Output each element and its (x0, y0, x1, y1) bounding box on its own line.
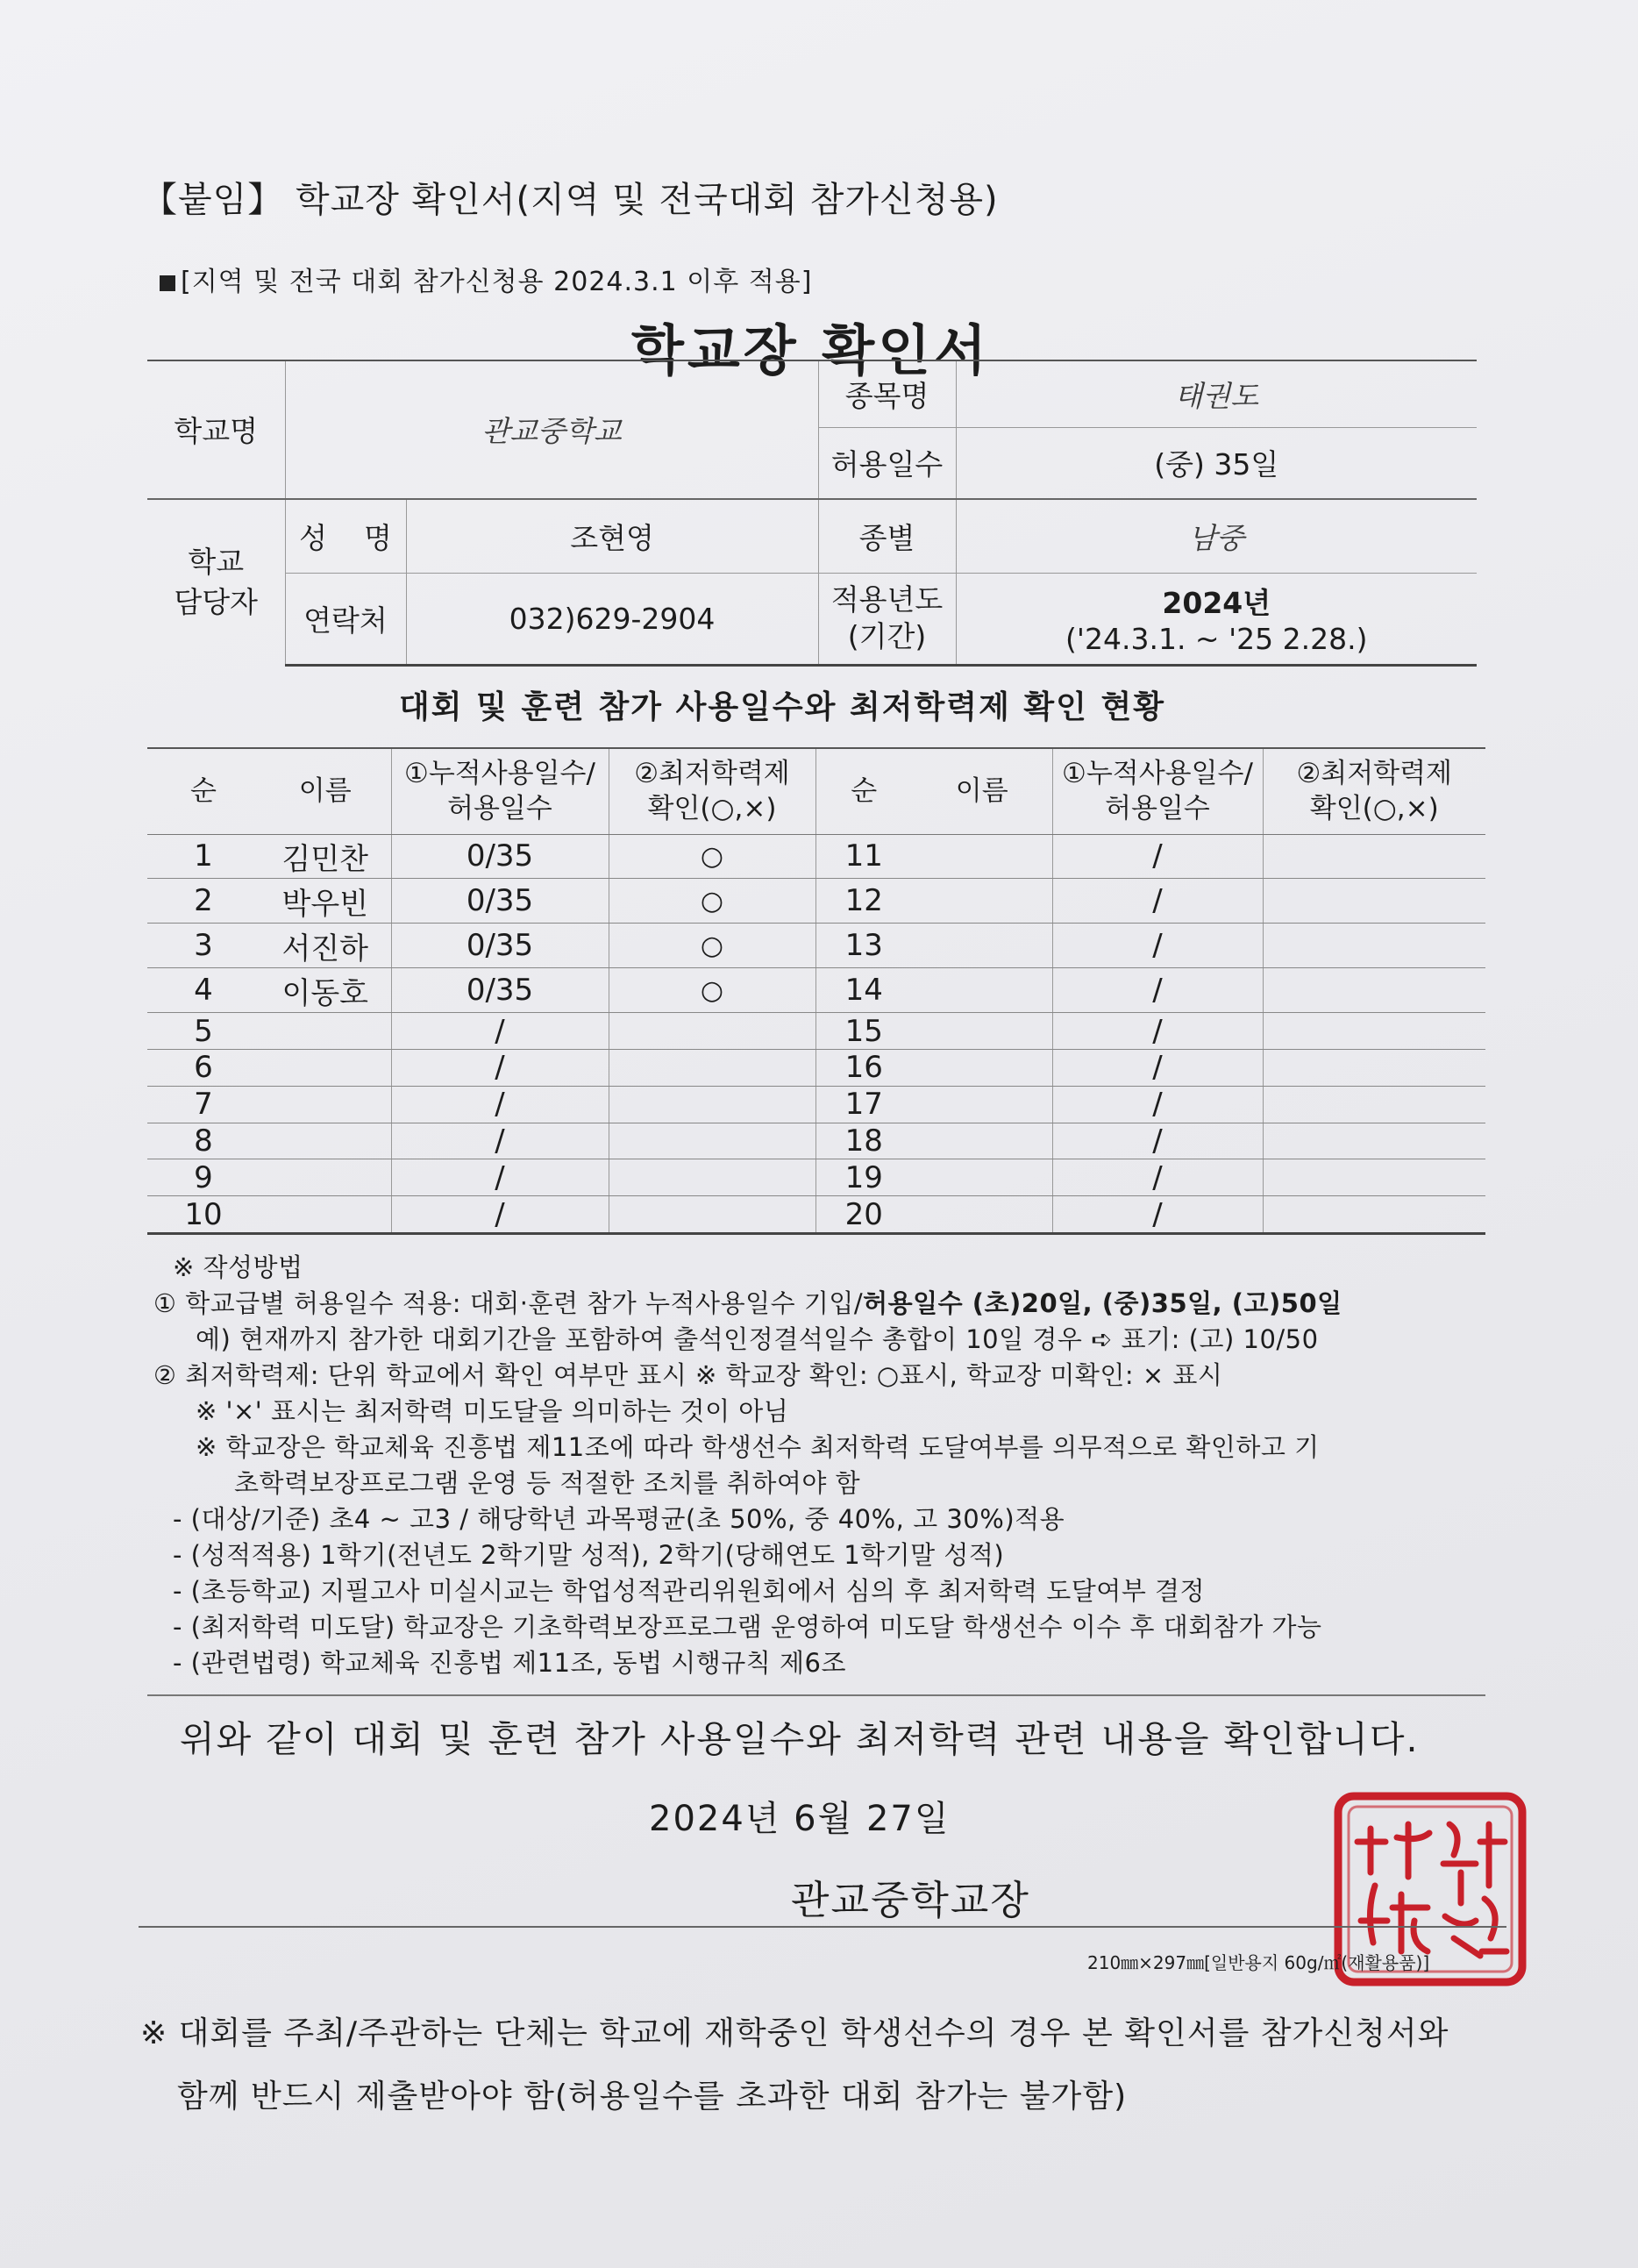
row-name (260, 1086, 391, 1123)
row-academic-check (1263, 1050, 1485, 1087)
row-academic-check (609, 1086, 815, 1123)
row-academic-check: ○ (609, 924, 815, 968)
row-no: 12 (815, 879, 912, 924)
row-academic-check: ○ (609, 834, 815, 879)
row-no: 13 (815, 924, 912, 968)
row-usage: 0/35 (391, 924, 609, 968)
allowed-days-value: (중) 35일 (956, 428, 1477, 499)
school-value: 관교중학교 (285, 360, 818, 499)
row-no: 7 (147, 1086, 260, 1123)
row-name (912, 1086, 1052, 1123)
sport-label: 종목명 (818, 360, 956, 428)
paper-spec: 210㎜×297㎜[일반용지 60g/㎡(재활용품)] (1087, 1952, 1430, 1973)
col-header-usage: ①누적사용일수/ 허용일수 (391, 748, 609, 834)
col-header-academic-2: ②최저학력제 확인(○,×) (1263, 748, 1485, 834)
row-name (912, 879, 1052, 924)
row-academic-check (1263, 1159, 1485, 1196)
note-1-bold: 허용일수 (초)20일, (중)35일, (고)50일 (863, 1288, 1342, 1318)
row-name (912, 1050, 1052, 1087)
table-row (147, 879, 1485, 924)
row-no: 1 (147, 834, 260, 879)
table-row (147, 968, 1485, 1013)
row-name (912, 834, 1052, 879)
detail-4: - (최저학력 미도달) 학교장은 기초학력보장프로그램 운영하여 미도달 학생선수 이수 후 대회참가 가능 (173, 1612, 1322, 1642)
row-academic-check (1263, 834, 1485, 879)
row-usage: / (1052, 1159, 1263, 1196)
row-name: 서진하 (260, 924, 391, 968)
row-name (912, 1123, 1052, 1159)
row-academic-check (609, 1196, 815, 1234)
row-no: 19 (815, 1159, 912, 1196)
instructions (153, 1250, 1521, 1681)
row-name (260, 1123, 391, 1159)
row-academic-check (1263, 1196, 1485, 1234)
row-usage: 0/35 (391, 879, 609, 924)
period-range: ('24.3.1. ~ '25 2.28.) (1065, 622, 1368, 657)
note-1 (153, 1286, 1521, 1322)
row-name (912, 968, 1052, 1013)
table-row (147, 834, 1485, 879)
row-usage: 0/35 (391, 834, 609, 879)
info-table (147, 360, 1477, 667)
category-value: 남중 (956, 499, 1477, 574)
row-academic-check (609, 1050, 815, 1087)
principal-signature: 관교중학교장 (791, 1877, 1030, 1923)
row-usage: / (391, 1086, 609, 1123)
table-row (147, 924, 1485, 968)
table-row (147, 1159, 1485, 1196)
note-1-example: 예) 현재까지 참가한 대회기간을 포함하여 출석인정결석일수 총합이 10일 경우 ➪ 표기: (고) 10/50 (196, 1324, 1319, 1354)
name-value: 조현영 (406, 499, 818, 574)
confirmation-statement: 위와 같이 대회 및 훈련 참가 사용일수와 최저학력 관련 내용을 확인합니다. (180, 1718, 1420, 1760)
row-academic-check: ○ (609, 879, 815, 924)
row-usage: / (1052, 1086, 1263, 1123)
row-no: 8 (147, 1123, 260, 1159)
row-academic-check (1263, 1123, 1485, 1159)
name-label: 성 명 (285, 499, 406, 574)
table-row (147, 1123, 1485, 1159)
detail-1: - (대상/기준) 초4 ~ 고3 / 해당학년 과목평균(초 50%, 중 40%, 고 30%)적용 (173, 1504, 1065, 1534)
col-header-name: 이름 (260, 748, 391, 834)
row-no: 18 (815, 1123, 912, 1159)
col-header-academic: ②최저학력제 확인(○,×) (609, 748, 815, 834)
row-usage: / (1052, 924, 1263, 968)
row-usage: / (1052, 834, 1263, 879)
row-no: 5 (147, 1013, 260, 1050)
row-no: 10 (147, 1196, 260, 1234)
manager-label: 학교 담당자 (147, 499, 285, 666)
footer-divider (139, 1926, 1506, 1928)
row-no: 4 (147, 968, 260, 1013)
note-2-b2: 초학력보장프로그램 운영 등 적절한 조치를 취하여야 함 (234, 1468, 861, 1498)
row-name (912, 1196, 1052, 1234)
row-usage: / (1052, 1196, 1263, 1234)
sub-header-text: [지역 및 전국 대회 참가신청용 2024.3.1 이후 적용] (181, 267, 813, 297)
row-name (912, 924, 1052, 968)
row-usage: / (391, 1123, 609, 1159)
row-usage: 0/35 (391, 968, 609, 1013)
period-year: 2024년 (1162, 586, 1271, 621)
detail-3: - (초등학교) 지필고사 미실시교는 학업성적관리위원회에서 심의 후 최저학력 도달여부 결정 (173, 1576, 1206, 1606)
row-academic-check (1263, 1013, 1485, 1050)
row-no: 6 (147, 1050, 260, 1087)
col-header-name-2: 이름 (912, 748, 1052, 834)
row-no: 9 (147, 1159, 260, 1196)
table-row (147, 1013, 1485, 1050)
row-academic-check (1263, 1086, 1485, 1123)
row-no: 2 (147, 879, 260, 924)
sport-value: 태권도 (956, 360, 1477, 428)
row-academic-check (609, 1159, 815, 1196)
row-usage: / (391, 1159, 609, 1196)
col-header-usage-2: ①누적사용일수/ 허용일수 (1052, 748, 1263, 834)
detail-5: - (관련법령) 학교체육 진흥법 제11조, 동법 시행규칙 제6조 (173, 1648, 846, 1678)
row-name: 이동호 (260, 968, 391, 1013)
row-no: 14 (815, 968, 912, 1013)
row-name (260, 1050, 391, 1087)
row-name: 김민찬 (260, 834, 391, 879)
col-header-no: 순 (147, 748, 260, 834)
row-academic-check (1263, 879, 1485, 924)
row-name (260, 1013, 391, 1050)
note-2-b1: ※ 학교장은 학교체육 진흥법 제11조에 따라 학생선수 최저학력 도달여부를 의무적으로 확인하고 기 (196, 1432, 1320, 1462)
col-header-no-2: 순 (815, 748, 912, 834)
notes-divider (147, 1694, 1485, 1696)
detail-2: - (성적적용) 1학기(전년도 2학기말 성적), 2학기(당해연도 1학기말 성적) (173, 1540, 1005, 1570)
notes-heading: ※ 작성방법 (173, 1252, 303, 1282)
category-label: 종별 (818, 499, 956, 574)
final-note-line-2: 함께 반드시 제출받아야 함(허용일수를 초과한 대회 참가는 불가함) (177, 2079, 1128, 2115)
row-academic-check: ○ (609, 968, 815, 1013)
table-row (147, 1050, 1485, 1087)
participants-table (147, 747, 1485, 1235)
allowed-days-label: 허용일수 (818, 428, 956, 499)
row-name (912, 1013, 1052, 1050)
row-academic-check (1263, 924, 1485, 968)
contact-value: 032)629-2904 (406, 573, 818, 665)
participants-table-body (147, 834, 1485, 1234)
row-usage: / (1052, 968, 1263, 1013)
row-usage: / (391, 1050, 609, 1087)
row-name (260, 1159, 391, 1196)
signing-date: 2024년 6월 27일 (649, 1799, 951, 1839)
row-usage: / (1052, 879, 1263, 924)
table-row (147, 1196, 1485, 1234)
row-academic-check (609, 1013, 815, 1050)
row-no: 3 (147, 924, 260, 968)
sub-header (160, 260, 812, 298)
period-label: 적용년도 (기간) (818, 573, 956, 665)
row-no: 16 (815, 1050, 912, 1087)
row-usage: / (391, 1013, 609, 1050)
table-row (147, 1086, 1485, 1123)
row-usage: / (1052, 1050, 1263, 1087)
row-no: 17 (815, 1086, 912, 1123)
row-name: 박우빈 (260, 879, 391, 924)
final-note-line-1: ※ 대회를 주최/주관하는 단체는 학교에 재학중인 학생선수의 경우 본 확인서를 참가신청서와 (140, 2015, 1449, 2051)
row-usage: / (1052, 1123, 1263, 1159)
row-name (260, 1196, 391, 1234)
row-no: 15 (815, 1013, 912, 1050)
page-title: 학교장 확인서 (631, 318, 990, 382)
row-usage: / (1052, 1013, 1263, 1050)
school-label: 학교명 (147, 360, 285, 499)
contact-label: 연락처 (285, 573, 406, 665)
row-no: 20 (815, 1196, 912, 1234)
section-title: 대회 및 훈련 참가 사용일수와 최저학력제 확인 현황 (399, 689, 1166, 725)
period-value (956, 573, 1477, 665)
row-academic-check (609, 1123, 815, 1159)
note-1-text: ① 학교급별 허용일수 적용: 대회·훈련 참가 누적사용일수 기입/ (153, 1288, 864, 1318)
square-bullet-icon (160, 275, 175, 291)
row-academic-check (1263, 968, 1485, 1013)
attachment-title: 【붙임】 학교장 확인서(지역 및 전국대회 참가신청용) (142, 180, 999, 220)
row-no: 11 (815, 834, 912, 879)
row-usage: / (391, 1196, 609, 1234)
row-name (912, 1159, 1052, 1196)
note-2: ② 최저학력제: 단위 학교에서 확인 여부만 표시 ※ 학교장 확인: ○표시, 학교장 미확인: × 표시 (153, 1360, 1223, 1390)
note-2-a: ※ '×' 표시는 최저학력 미도달을 의미하는 것이 아님 (196, 1396, 789, 1426)
